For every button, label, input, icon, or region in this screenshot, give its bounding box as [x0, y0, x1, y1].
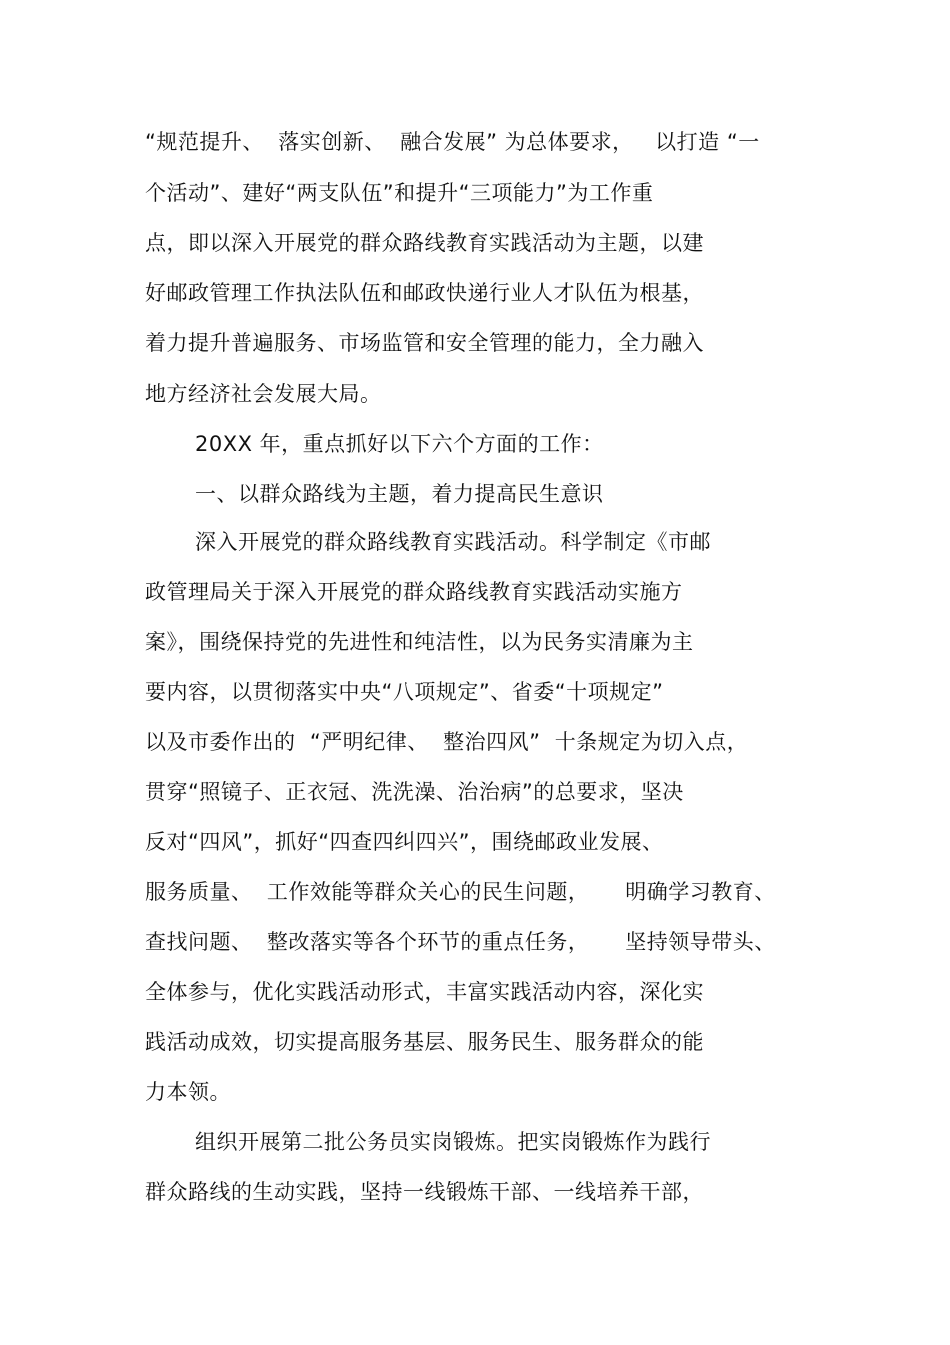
paragraph-line: 要内容，以贯彻落实中央“八项规定”、省委“十项规定” — [145, 680, 664, 704]
paragraph-line: 地方经济社会发展大局。 — [145, 382, 382, 406]
section-heading: 一、以群众路线为主题，着力提高民生意识 — [195, 482, 604, 506]
paragraph-line: 20XX 年，重点抓好以下六个方面的工作： — [195, 432, 604, 456]
paragraph-line: 群众路线的生动实践，坚持一线锻炼干部、一线培养干部， — [145, 1180, 704, 1204]
paragraph-line: 好邮政管理工作执法队伍和邮政快递行业人才队伍为根基， — [145, 281, 704, 305]
paragraph-line: 案》，围绕保持党的先进性和纯洁性，以为民务实清廉为主 — [145, 630, 694, 654]
paragraph-line: “规范提升、 落实创新、 融合发展” 为总体要求， 以打造 “一 — [145, 130, 760, 154]
paragraph-line: 以及市委作出的 “严明纪律、 整治四风” 十条规定为切入点， — [145, 730, 749, 754]
paragraph-line: 组织开展第二批公务员实岗锻炼。把实岗锻炼作为践行 — [195, 1130, 711, 1154]
paragraph-line: 着力提升普遍服务、市场监管和安全管理的能力，全力融入 — [145, 331, 704, 355]
paragraph-line: 查找问题、 整改落实等各个环节的重点任务， 坚持领导带头、 — [145, 930, 776, 954]
paragraph-line: 全体参与，优化实践活动形式，丰富实践活动内容，深化实 — [145, 980, 704, 1004]
paragraph-line: 深入开展党的群众路线教育实践活动。科学制定《市邮 — [195, 530, 711, 554]
paragraph-line: 反对“四风”，抓好“四查四纠四兴”，围绕邮政业发展、 — [145, 830, 664, 854]
paragraph-line: 个活动”、建好“两支队伍”和提升“三项能力”为工作重 — [145, 181, 654, 205]
paragraph-line: 服务质量、 工作效能等群众关心的民生问题， 明确学习教育、 — [145, 880, 776, 904]
paragraph-line: 点，即以深入开展党的群众路线教育实践活动为主题，以建 — [145, 231, 704, 255]
paragraph-line: 践活动成效，切实提高服务基层、服务民生、服务群众的能 — [145, 1030, 704, 1054]
paragraph-line: 政管理局关于深入开展党的群众路线教育实践活动实施方 — [145, 580, 683, 604]
paragraph-line: 力本领。 — [145, 1080, 231, 1104]
paragraph-line: 贯穿“照镜子、正衣冠、洗洗澡、治治病”的总要求，坚决 — [145, 780, 684, 804]
